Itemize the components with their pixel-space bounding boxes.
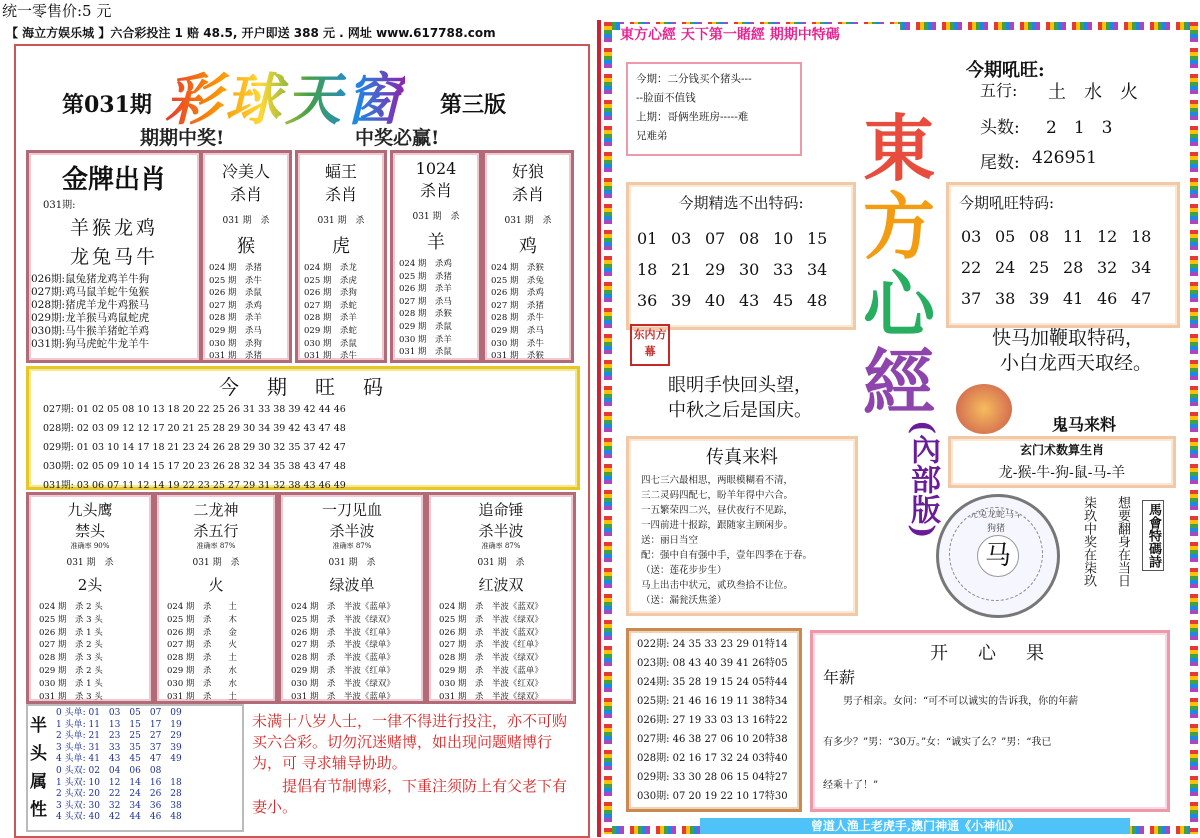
kill-row: 025 期 杀兔: [491, 275, 544, 286]
half-head-label: [30, 712, 52, 824]
warning-text-2: 提倡有节制博彩，下重注须防上有父老下有妻小。: [252, 777, 568, 816]
kill-row: 024 期 杀猪: [209, 263, 262, 273]
no-special-number: 36: [637, 291, 658, 310]
draw-history-row: 029期: 33 30 28 06 15 04特27: [637, 772, 788, 783]
half-head-row: 2 头单: 21 23 25 27 29: [56, 731, 182, 742]
kill-column: [200, 150, 292, 363]
half-head-row: 1 头单: 11 13 15 17 19: [56, 719, 182, 730]
fax-title: 传真来料: [706, 447, 778, 468]
filter-row: 031 期 杀 3 头: [39, 691, 103, 702]
filter-row: 026 期 杀 半波《红单》: [291, 627, 395, 638]
kill-column: [390, 150, 482, 363]
kill-row: 024 期 杀猴: [491, 263, 544, 273]
filter-row: 026 期 杀 金: [167, 627, 237, 638]
filter-row: 027 期 杀 半波《红单》: [439, 640, 543, 651]
half-head-char: 性: [30, 800, 47, 820]
hot-special-number: 38: [995, 289, 1016, 308]
eye-poem-line: 眼明手快回头望，: [668, 375, 812, 396]
page-title: 彩球天窗: [165, 67, 405, 133]
half-head-row: 0 头单: 01 03 05 07 09: [56, 708, 182, 718]
right-top-banner: 東方心經 天下第一賭經 期期中特碼: [620, 24, 900, 42]
toushu-value: 2 1 3: [1046, 118, 1113, 138]
kill-row: 027 期 杀蛇: [304, 300, 357, 311]
internal-edition: (內部版): [905, 420, 940, 539]
joke-box: [810, 630, 1170, 812]
filter-row: 031 期 杀 半波《蓝单》: [291, 691, 395, 702]
kill-column-rows: [399, 258, 479, 359]
filter-row: 028 期 杀 半波《绿双》: [439, 653, 543, 664]
kill-row: 024 期 杀鸡: [399, 259, 452, 269]
filter-row: 031 期 杀 半波《绿双》: [439, 691, 543, 702]
hot-numbers-row: 028期: 02 03 09 12 12 17 20 21 25 28 29 30 34 39 42 43 47 48: [43, 423, 346, 434]
hot-special-number: 03: [961, 227, 982, 246]
kill-column: [482, 150, 574, 363]
gold-line-2: 龙兔马牛: [69, 246, 158, 268]
hot-numbers-row: 030期: 02 05 09 10 14 15 17 20 23 26 28 32 34 35 38 43 47 48: [43, 461, 346, 472]
no-special-number: 34: [807, 260, 828, 279]
zodiac-wheel: [936, 494, 1060, 618]
kill-column-issue: 031 期 杀: [222, 216, 270, 226]
filter-rows: [291, 601, 423, 703]
hot-numbers-row: 029期: 01 03 10 14 17 18 21 23 24 26 28 29 30 32 35 37 42 47: [43, 442, 346, 453]
hot-special-number: 46: [1097, 289, 1118, 308]
half-head-row: 0 头双: 02 04 06 08: [56, 765, 162, 776]
draw-history-box: [626, 628, 802, 812]
footer-banner: 曾道人渔上老虎手,澳门神通《小神仙》: [700, 818, 1130, 834]
fax-line: 一五繁荣四二兴，昼伏夜行不见踪，: [641, 505, 794, 516]
tiger-icon: [956, 384, 1012, 434]
draw-history-rows: [637, 635, 799, 806]
joke-p2: 有多少？”男：“30万。”女：“诚实了么？”男：“我已: [823, 737, 1052, 748]
kill-row: 026 期 杀狗: [304, 288, 357, 299]
xuanmen-box: [948, 436, 1176, 488]
no-special-numbers: [637, 223, 853, 316]
filter-row: 029 期 杀 半波《红单》: [291, 665, 395, 676]
kill-column-rows: [209, 262, 289, 363]
filter-row: 024 期 杀 半波《蓝单》: [291, 602, 395, 612]
no-special-title: 今期精选不出特码:: [678, 194, 804, 212]
hot-special-number: 28: [1063, 258, 1084, 277]
kill-column-issue: 031 期 杀: [412, 212, 460, 222]
draw-history-row: 028期: 02 16 17 32 24 03特40: [637, 753, 788, 764]
filter-row: 027 期 杀 火: [167, 640, 237, 651]
kill-column: [295, 150, 387, 363]
hot-special-number: 47: [1131, 289, 1152, 308]
no-special-number: 01: [637, 229, 658, 248]
stamp-seal: 东内方幕: [630, 324, 670, 366]
gold-history-row: 028期:猪虎羊龙牛鸡猴马: [31, 299, 150, 311]
hot-special-number: 12: [1097, 227, 1118, 246]
filter-row: 028 期 杀 半波《蓝单》: [291, 653, 395, 664]
big-vertical-title: [858, 106, 940, 425]
filter-issue: 031 期 杀: [477, 558, 525, 568]
warning-text: 未满十八岁人士，一律不得进行投注，亦不可购买六合彩。切勿沉迷赌博，如出现问题赌博行为，可 寻求辅导协助。: [252, 712, 568, 772]
filter-rate: 准确率 90%: [70, 542, 110, 550]
filter-answer: 2头: [77, 576, 103, 594]
filter-rows: [167, 601, 275, 703]
kill-column-issue: 031 期 杀: [504, 216, 552, 226]
fax-line: 三二灵码四配七，盼羊年得中六合。: [641, 490, 794, 501]
filter-column: [278, 492, 426, 704]
filter-rate: 准确率 87%: [481, 542, 521, 550]
kill-column-title: 蝠王: [324, 162, 357, 181]
fax-line: （送：莲花步步生）: [641, 565, 727, 576]
kill-row: 027 期 杀马: [399, 296, 452, 307]
fax-line: 配：强中自有强中手，壹年四季在于春。: [641, 550, 813, 561]
filter-row: 027 期 杀 2 头: [39, 640, 103, 651]
gold-history: [31, 273, 199, 351]
kill-column-subtitle: 杀肖: [419, 181, 452, 200]
fax-line: 送：丽日当空: [641, 535, 699, 546]
half-head-char: 属: [30, 772, 47, 792]
kill-column-subtitle: 杀肖: [324, 185, 357, 204]
gold-history-row: 031期:狗马虎蛇牛龙羊牛: [31, 338, 150, 350]
edition-label: 第三版: [440, 92, 507, 118]
xuanmen-line: 龙-猴-牛-狗-鼠-马-羊: [998, 465, 1126, 481]
big-title-char: 心: [862, 262, 935, 347]
half-head-row: 4 头双: 40 42 44 46 48: [56, 812, 182, 823]
kill-row: 031 期 杀鼠: [399, 347, 452, 358]
half-head-row: 3 头双: 30 32 34 36 38: [56, 800, 182, 811]
no-special-number: 39: [671, 291, 692, 310]
riddle-line: 上期：哥俩坐班房-----难: [636, 111, 749, 123]
draw-history-row: 027期: 46 38 27 06 10 20特38: [637, 734, 788, 745]
filter-row: 025 期 杀 木: [167, 614, 237, 625]
half-head-box: [26, 704, 244, 832]
gold-history-row: 030期:马牛猴羊猪蛇羊鸡: [31, 325, 150, 337]
no-special-number: 03: [671, 229, 692, 248]
filter-column: [154, 492, 278, 704]
filter-answer: 绿波单: [329, 576, 375, 594]
no-special-number: 08: [739, 229, 760, 248]
kill-row: 027 期 杀鸡: [209, 300, 262, 311]
fax-lines: [641, 473, 855, 608]
hot-special-number: 41: [1063, 289, 1084, 308]
kill-row: 025 期 杀牛: [209, 275, 262, 286]
filter-row: 024 期 杀 半波《蓝双》: [439, 602, 543, 612]
xuanmen-title: 玄门术数算生肖: [1019, 443, 1104, 457]
hot-special-number: 25: [1029, 258, 1050, 277]
eye-poem-line: 中秋之后是国庆。: [668, 400, 812, 421]
filter-row: 024 期 杀 土: [167, 602, 237, 612]
filter-column: [426, 492, 576, 704]
kill-row: 030 期 杀羊: [399, 334, 452, 345]
gold-zodiac-box: [26, 150, 202, 363]
kill-column-title: 1024: [415, 159, 457, 178]
kill-column-subtitle: 杀肖: [511, 185, 544, 204]
gold-title: 金牌出肖: [61, 165, 166, 195]
filter-subtitle: 禁头: [74, 522, 105, 540]
filter-row: 030 期 杀 半波《绿双》: [291, 678, 395, 689]
no-special-number: 10: [773, 229, 794, 248]
kill-row: 028 期 杀羊: [209, 313, 262, 324]
kill-row: 028 期 杀羊: [304, 313, 357, 324]
hot-special-title: 今期吼旺特码:: [959, 194, 1055, 212]
kill-column-answer: 鸡: [519, 236, 537, 257]
kill-row: 025 期 杀虎: [304, 275, 357, 286]
filter-title: 二龙神: [193, 501, 239, 519]
gold-history-row: 029期:龙羊猴马鸡鼠蛇虎: [31, 312, 150, 324]
filter-row: 029 期 杀 水: [167, 665, 237, 676]
half-head-row: 3 头单: 31 33 35 37 39: [56, 742, 182, 753]
kill-row: 031 期 杀牛: [304, 351, 357, 362]
filter-subtitle: 杀五行: [193, 522, 239, 540]
half-head-char: 头: [30, 744, 47, 764]
no-special-box: [626, 182, 856, 330]
hot-numbers-box: [26, 366, 580, 490]
filter-row: 025 期 杀 半波《绿双》: [439, 614, 543, 625]
hot-special-numbers: [961, 221, 1177, 314]
gold-issue: 031期:: [43, 200, 76, 211]
kill-row: 030 期 杀鼠: [304, 338, 357, 349]
riddle-line: 兄难弟: [636, 130, 668, 142]
hot-special-number: 39: [1029, 289, 1050, 308]
kill-row: 024 期 杀龙: [304, 263, 357, 273]
no-special-number: 07: [705, 229, 726, 248]
kill-row: 028 期 杀牛: [491, 313, 544, 324]
no-special-number: 40: [705, 291, 726, 310]
no-special-number: 15: [807, 229, 828, 248]
fax-line: 马上出击中状元，贰玖叁拾不让位。: [641, 580, 794, 591]
half-head-row: 2 头双: 20 22 24 26 28: [56, 789, 182, 800]
vertical-poem-line: 柒玖中奖在柒玖: [1081, 496, 1096, 587]
hou-wang-title: 今期吼旺:: [966, 60, 1045, 81]
gold-history-row: 026期:鼠兔猪龙鸡羊牛狗: [31, 273, 150, 285]
filter-row: 031 期 杀 土: [167, 691, 237, 702]
filter-row: 029 期 杀 2 头: [39, 665, 103, 676]
hot-special-number: 08: [1029, 227, 1050, 246]
kill-column-subtitle: 杀肖: [229, 185, 262, 204]
slogan-2: 中奖必赢!: [355, 127, 440, 149]
fax-line: 一四前进十报踪，跟随家主顾闲步。: [641, 520, 794, 531]
no-special-number: 43: [739, 291, 760, 310]
kill-row: 029 期 杀马: [209, 325, 262, 336]
filter-row: 030 期 杀 1 头: [39, 678, 103, 689]
draw-history-row: 024期: 35 28 19 15 24 05特44: [637, 677, 788, 688]
half-head-char: 半: [30, 716, 47, 736]
vertical-poem-line: 想要翻身在当日: [1115, 496, 1130, 587]
big-title-char: 東: [862, 106, 935, 191]
filter-rows: [439, 601, 573, 703]
wuxing-label: 五行:: [980, 81, 1018, 100]
draw-history-row: 025期: 21 46 16 19 11 38特34: [637, 696, 788, 707]
no-special-number: 30: [739, 260, 760, 279]
filter-row: 024 期 杀 2 头: [39, 602, 103, 612]
joke-title: 开 心 果: [930, 643, 1050, 664]
kill-row: 026 期 杀鼠: [209, 288, 262, 299]
kill-row: 029 期 杀蛇: [304, 325, 357, 336]
filter-row: 028 期 杀 土: [167, 653, 237, 664]
filter-title: 追命锤: [478, 501, 524, 519]
hot-special-number: 11: [1063, 227, 1084, 246]
filter-row: 025 期 杀 半波《绿双》: [291, 614, 395, 625]
kill-column-title: 冷美人: [221, 162, 270, 181]
kill-row: 027 期 杀猪: [491, 300, 544, 311]
filter-row: 030 期 杀 水: [167, 678, 237, 689]
kill-column-rows: [304, 262, 384, 363]
no-special-number: 29: [705, 260, 726, 279]
draw-history-row: 030期: 07 20 19 22 10 17特30: [637, 791, 788, 802]
filter-answer: 红波双: [478, 576, 524, 594]
filter-row: 030 期 杀 半波《红双》: [439, 678, 543, 689]
hot-special-number: 32: [1097, 258, 1118, 277]
weishu-label: 尾数:: [980, 153, 1020, 173]
slogan-1: 期期中奖!: [140, 127, 225, 149]
half-head-row: 1 头双: 10 12 14 16 18: [56, 777, 182, 788]
no-special-number: 48: [807, 291, 828, 310]
joke-p3: 经乘十了！”: [823, 780, 879, 791]
no-special-number: 45: [773, 291, 794, 310]
poem-line: 小白龙西天取经。: [1000, 352, 1153, 374]
no-special-number: 33: [773, 260, 794, 279]
kill-column-answer: 虎: [332, 236, 350, 257]
half-head-row: 4 头单: 41 43 45 47 49: [56, 754, 182, 765]
hot-numbers-rows: [43, 400, 577, 495]
kill-row: 028 期 杀猴: [399, 309, 452, 320]
riddle-line: 今期：二分钱买个猪头---: [636, 73, 752, 85]
kill-row: 025 期 杀猪: [399, 271, 452, 282]
kill-row: 026 期 杀羊: [399, 284, 452, 295]
filter-answer: 火: [208, 576, 224, 594]
joke-p1: 男子相亲。女问：“可不可以诚实的告诉我，你的年薪: [843, 696, 1079, 707]
hot-special-number: 34: [1131, 258, 1152, 277]
draw-history-row: 023期: 08 43 40 39 41 26特05: [637, 658, 788, 669]
filter-subtitle: 杀半波: [329, 522, 375, 540]
filter-column: [26, 492, 154, 704]
wuxing-value: 土 水 火: [1048, 82, 1138, 103]
filter-row: 025 期 杀 3 头: [39, 614, 103, 625]
kill-column-rows: [491, 262, 571, 363]
poem-eye: [668, 373, 812, 423]
hot-special-number: 24: [995, 258, 1016, 277]
filter-rate: 准确率 87%: [332, 542, 372, 550]
kill-column-issue: 031 期 杀: [317, 216, 365, 226]
filter-subtitle: 杀半波: [478, 522, 524, 540]
issue-number: 第031期: [62, 92, 152, 118]
toushu-label: 头数:: [980, 118, 1020, 138]
kill-row: 031 期 杀猪: [209, 351, 262, 362]
mahui-title: 馬會特碼詩: [1142, 500, 1164, 571]
hot-numbers-row: 027期: 01 02 05 08 10 13 18 20 22 25 26 31 33 38 39 42 44 46: [43, 404, 346, 415]
filter-title: 一刀见血: [321, 501, 382, 519]
filter-row: 026 期 杀 半波《蓝双》: [439, 627, 543, 638]
draw-history-row: 026期: 27 19 33 03 13 16特22: [637, 715, 788, 726]
kill-row: 029 期 杀鼠: [399, 321, 452, 332]
hot-special-number: 05: [995, 227, 1016, 246]
ad-banner: 【 海立方娱乐城 】六合彩投注 1 赔 48.5, 开户即送 388 元 . 网址 www.617788.com: [6, 26, 496, 40]
filter-rate: 准确率 87%: [196, 542, 236, 550]
filter-issue: 031 期 杀: [192, 558, 240, 568]
filter-row: 026 期 杀 1 头: [39, 627, 103, 638]
kill-column-title: 好狼: [511, 162, 544, 181]
filter-row: 028 期 杀 3 头: [39, 653, 103, 664]
kill-row: 026 期 杀鸡: [491, 288, 544, 299]
filter-row: 027 期 杀 半波《绿单》: [291, 640, 395, 651]
hot-special-number: 22: [961, 258, 982, 277]
riddle-lines: [636, 70, 800, 146]
big-title-char: 經: [862, 340, 935, 425]
kill-row: 030 期 杀狗: [209, 338, 262, 349]
half-head-rows: [56, 708, 182, 824]
hot-numbers-title: 今 期 旺 码: [219, 375, 387, 399]
gold-line-1: 羊猴龙鸡: [69, 217, 158, 239]
gold-history-row: 027期:鸡马鼠羊蛇牛兔猴: [31, 286, 150, 298]
big-title-char: 方: [862, 184, 935, 269]
no-special-number: 18: [637, 260, 658, 279]
hot-special-number: 18: [1131, 227, 1152, 246]
poem-line: 快马加鞭取特码，: [992, 327, 1145, 349]
fax-line: （送：漏瓮沃焦釜）: [641, 595, 727, 606]
hot-special-box: [946, 182, 1180, 328]
filter-issue: 031 期 杀: [328, 558, 376, 568]
joke-subtitle: 年薪: [823, 668, 856, 687]
filter-rows: [39, 601, 151, 703]
weishu-value: 426951: [1032, 148, 1097, 168]
signature: 鬼马来料: [1052, 415, 1117, 434]
retail-price: 统一零售价:5 元: [2, 2, 112, 20]
hot-special-number: 37: [961, 289, 982, 308]
riddle-line: --脸面不值钱: [636, 92, 696, 104]
kill-row: 030 期 杀牛: [491, 338, 544, 349]
filter-row: 029 期 杀 半波《蓝单》: [439, 665, 543, 676]
draw-history-row: 022期: 24 35 33 23 29 01特14: [637, 639, 788, 650]
filter-issue: 031 期 杀: [66, 558, 114, 568]
wheel-text: 鼠牛虎兔龙蛇马羊猴鸡狗猪: [949, 507, 1043, 601]
kill-row: 029 期 杀马: [491, 325, 544, 336]
kill-column-answer: 猴: [237, 236, 255, 257]
poem-quick-horse: [992, 326, 1152, 376]
no-special-number: 21: [671, 260, 692, 279]
wheel-center: 马: [977, 535, 1019, 577]
fax-line: 四七三六最相思，两眼模糊看不清，: [641, 475, 794, 486]
fax-box: [626, 436, 858, 616]
kill-row: 031 期 杀猴: [491, 351, 544, 362]
kill-column-answer: 羊: [427, 232, 445, 253]
hot-numbers-row: 031期: 03 06 07 11 12 14 19 22 23 25 27 29 31 32 38 43 46 49: [43, 480, 346, 491]
filter-title: 九头鹰: [67, 501, 113, 519]
riddle-box: [626, 62, 802, 156]
